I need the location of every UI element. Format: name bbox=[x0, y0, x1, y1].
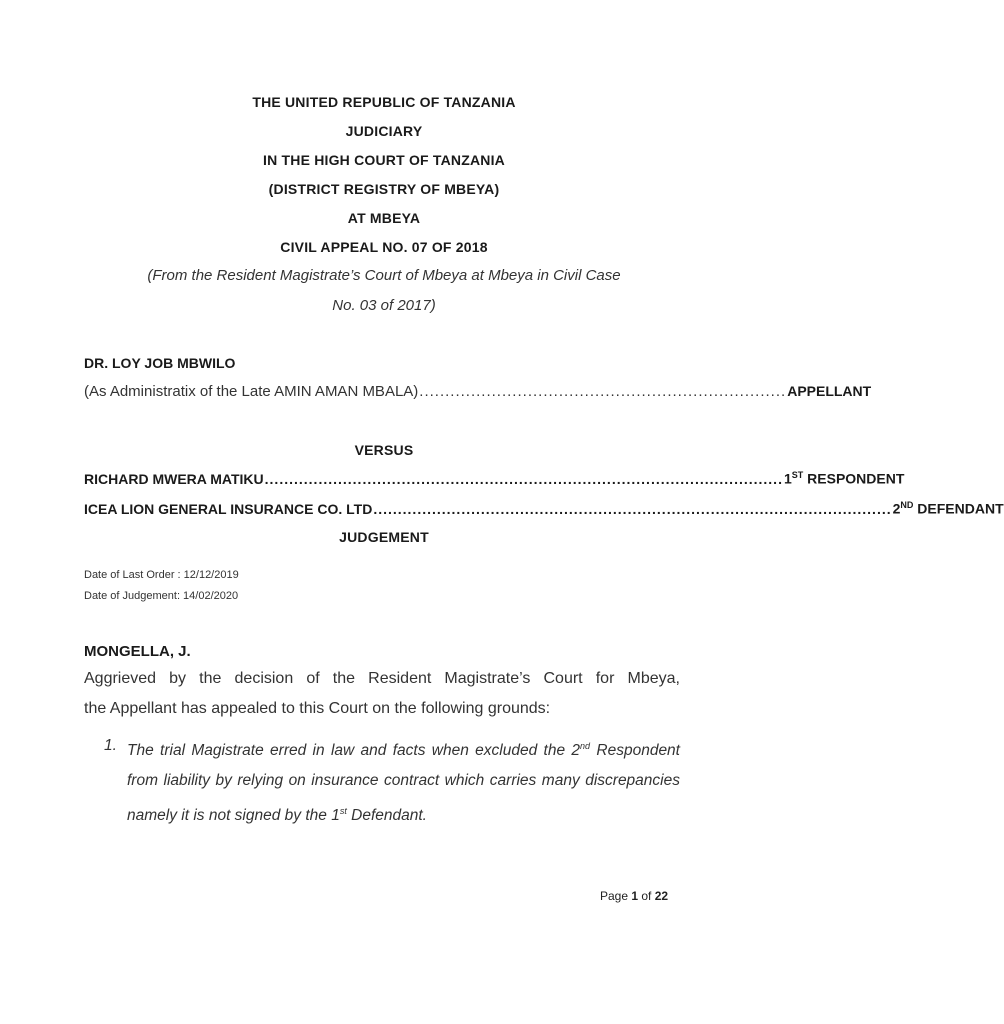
respondent2-sup: ND bbox=[900, 500, 914, 510]
page-word: Page bbox=[600, 889, 632, 903]
appellant-row bbox=[84, 383, 872, 400]
appellant-name: DR. LOY JOB MBWILO bbox=[84, 355, 236, 371]
intro-line-2: the Appellant has appealed to this Court on the following grounds: bbox=[84, 700, 551, 717]
page-total: 22 bbox=[654, 889, 669, 903]
respondent1-role bbox=[784, 470, 904, 487]
appellant-role: APPELLANT bbox=[787, 383, 872, 399]
respondent1-row bbox=[84, 470, 905, 487]
ground-sup-b: st bbox=[339, 806, 347, 817]
appellant-capacity: (As Administratix of the Late AMIN AMAN MBALA) bbox=[84, 383, 419, 400]
respondent2-row bbox=[84, 500, 1004, 517]
leader-dots: .......................................................................................................... bbox=[373, 500, 892, 517]
ground-number: 1. bbox=[104, 737, 117, 754]
judge-name: MONGELLA, J. bbox=[84, 643, 191, 660]
page-current: 1 bbox=[631, 889, 639, 903]
leader-dots: ....................................................................... bbox=[419, 383, 787, 400]
header-line-registry: (DISTRICT REGISTRY OF MBEYA) bbox=[268, 181, 500, 197]
respondent2-role-text: DEFENDANT bbox=[913, 500, 1004, 517]
header-line-location: AT MBEYA bbox=[347, 210, 421, 226]
ground-text-part-b: Respondent from liability by relying on insurance contract which carries many discrepancies namely it is not signed by the 1 bbox=[127, 742, 680, 825]
page-number bbox=[600, 889, 668, 903]
page-of: of bbox=[638, 889, 655, 903]
intro-line-1: Aggrieved by the decision of the Resident Magistrate’s Court for Mbeya, bbox=[84, 670, 680, 687]
ground-text bbox=[127, 731, 680, 831]
case-number: CIVIL APPEAL NO. 07 OF 2018 bbox=[280, 239, 488, 255]
respondent1-role-text: RESPONDENT bbox=[803, 470, 905, 487]
ground-sup-a: nd bbox=[580, 741, 591, 751]
ground-text-part-a: The trial Magistrate erred in law and facts when excluded the 2 bbox=[127, 742, 581, 760]
judgement-title: JUDGEMENT bbox=[339, 529, 429, 545]
respondent1-name: RICHARD MWERA MATIKU bbox=[84, 470, 264, 487]
respondent2-role bbox=[893, 500, 1004, 517]
header-line-republic: THE UNITED REPUBLIC OF TANZANIA bbox=[252, 94, 516, 110]
header-line-judiciary: JUDICIARY bbox=[345, 123, 423, 139]
origin-line-2: No. 03 of 2017) bbox=[332, 297, 436, 314]
respondent1-sup: ST bbox=[791, 470, 804, 480]
respondent2-ordinal: 2 bbox=[892, 500, 901, 517]
date-judgement: Date of Judgement: 14/02/2020 bbox=[84, 590, 239, 602]
date-last-order: Date of Last Order : 12/12/2019 bbox=[84, 569, 239, 581]
respondent1-ordinal: 1 bbox=[783, 470, 792, 487]
ground-text-part-c: Defendant. bbox=[346, 807, 427, 825]
origin-line-1: (From the Resident Magistrate’s Court of Mbeya at Mbeya in Civil Case bbox=[147, 267, 621, 284]
versus-label: VERSUS bbox=[354, 442, 414, 458]
header-line-court: IN THE HIGH COURT OF TANZANIA bbox=[263, 152, 505, 168]
respondent2-name: ICEA LION GENERAL INSURANCE CO. LTD bbox=[84, 500, 373, 517]
leader-dots: .......................................................................................................... bbox=[264, 470, 783, 487]
